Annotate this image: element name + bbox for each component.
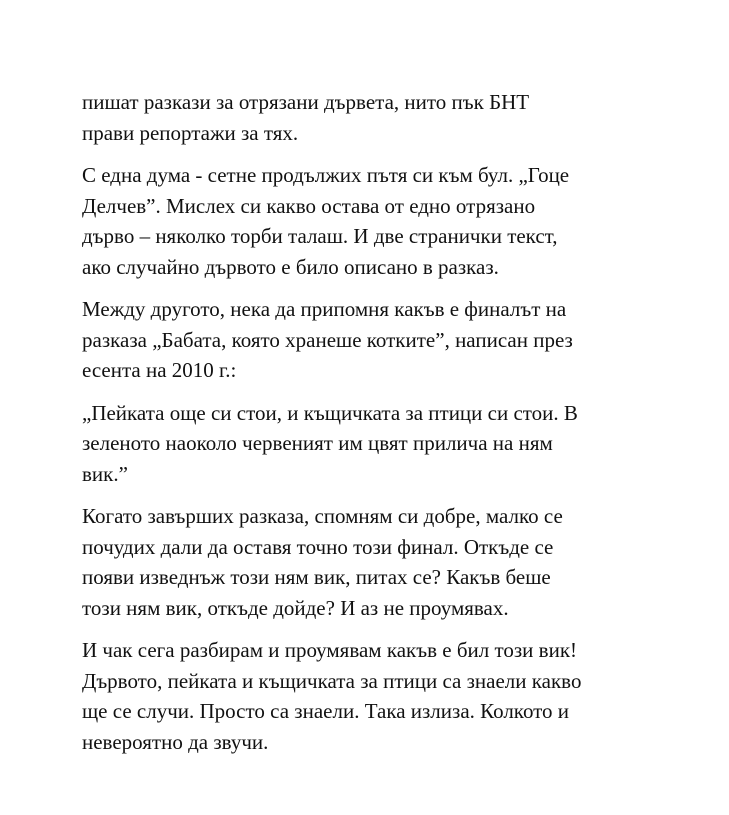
text-line: С една дума - сетне продължих пътя си към бул. „Гоце — [82, 163, 570, 187]
text-line: появи изведнъж този ням вик, питах се? Какъв беше — [82, 565, 551, 589]
text-line: ще се случи. Просто са знаели. Така излиза. Колкото и — [82, 699, 570, 723]
text-line: почудих дали да оставя точно този финал. Откъде се — [82, 534, 554, 559]
text-line: ако случайно дървото е било описано в разказ. — [82, 254, 499, 279]
paragraph-3 — [82, 294, 672, 386]
text-line: дърво – няколко торби талаш. И две странички текст, — [82, 224, 558, 248]
text-line: пишат разкази за отрязани дървета, нито пък БНТ — [82, 90, 530, 114]
paragraph-5 — [82, 501, 672, 623]
text-line: вик.” — [82, 461, 128, 486]
document-body — [82, 87, 672, 769]
text-line: „Пейката още си стои, и къщичката за птици си стои. В — [82, 400, 578, 425]
text-line: този ням вик, откъде дойде? И аз не проумявах. — [82, 595, 509, 620]
text-line: Делчев”. Мислех си какво остава от едно отрязано — [82, 193, 536, 218]
paragraph-4-quote — [82, 398, 672, 490]
text-line: прави репортажи за тях. — [82, 120, 299, 145]
text-line: есента на 2010 г.: — [82, 358, 237, 382]
text-line: зеленото наоколо червеният им цвят прилича на ням — [82, 431, 553, 455]
paragraph-6 — [82, 635, 672, 757]
text-line: невероятно да звучи. — [82, 729, 269, 754]
text-line: И чак сега разбирам и проумявам какъв е бил този вик! — [82, 638, 578, 662]
text-line: разказа „Бабата, която хранеше котките”, написан през — [82, 327, 573, 352]
text-line: Между другото, нека да припомня какъв е финалът на — [82, 297, 567, 321]
text-line: Дървото, пейката и къщичката за птици са знаели какво — [82, 668, 582, 693]
paragraph-2 — [82, 160, 672, 282]
paragraph-1 — [82, 87, 672, 148]
text-line: Когато завърших разказа, спомням си добре, малко се — [82, 504, 563, 528]
